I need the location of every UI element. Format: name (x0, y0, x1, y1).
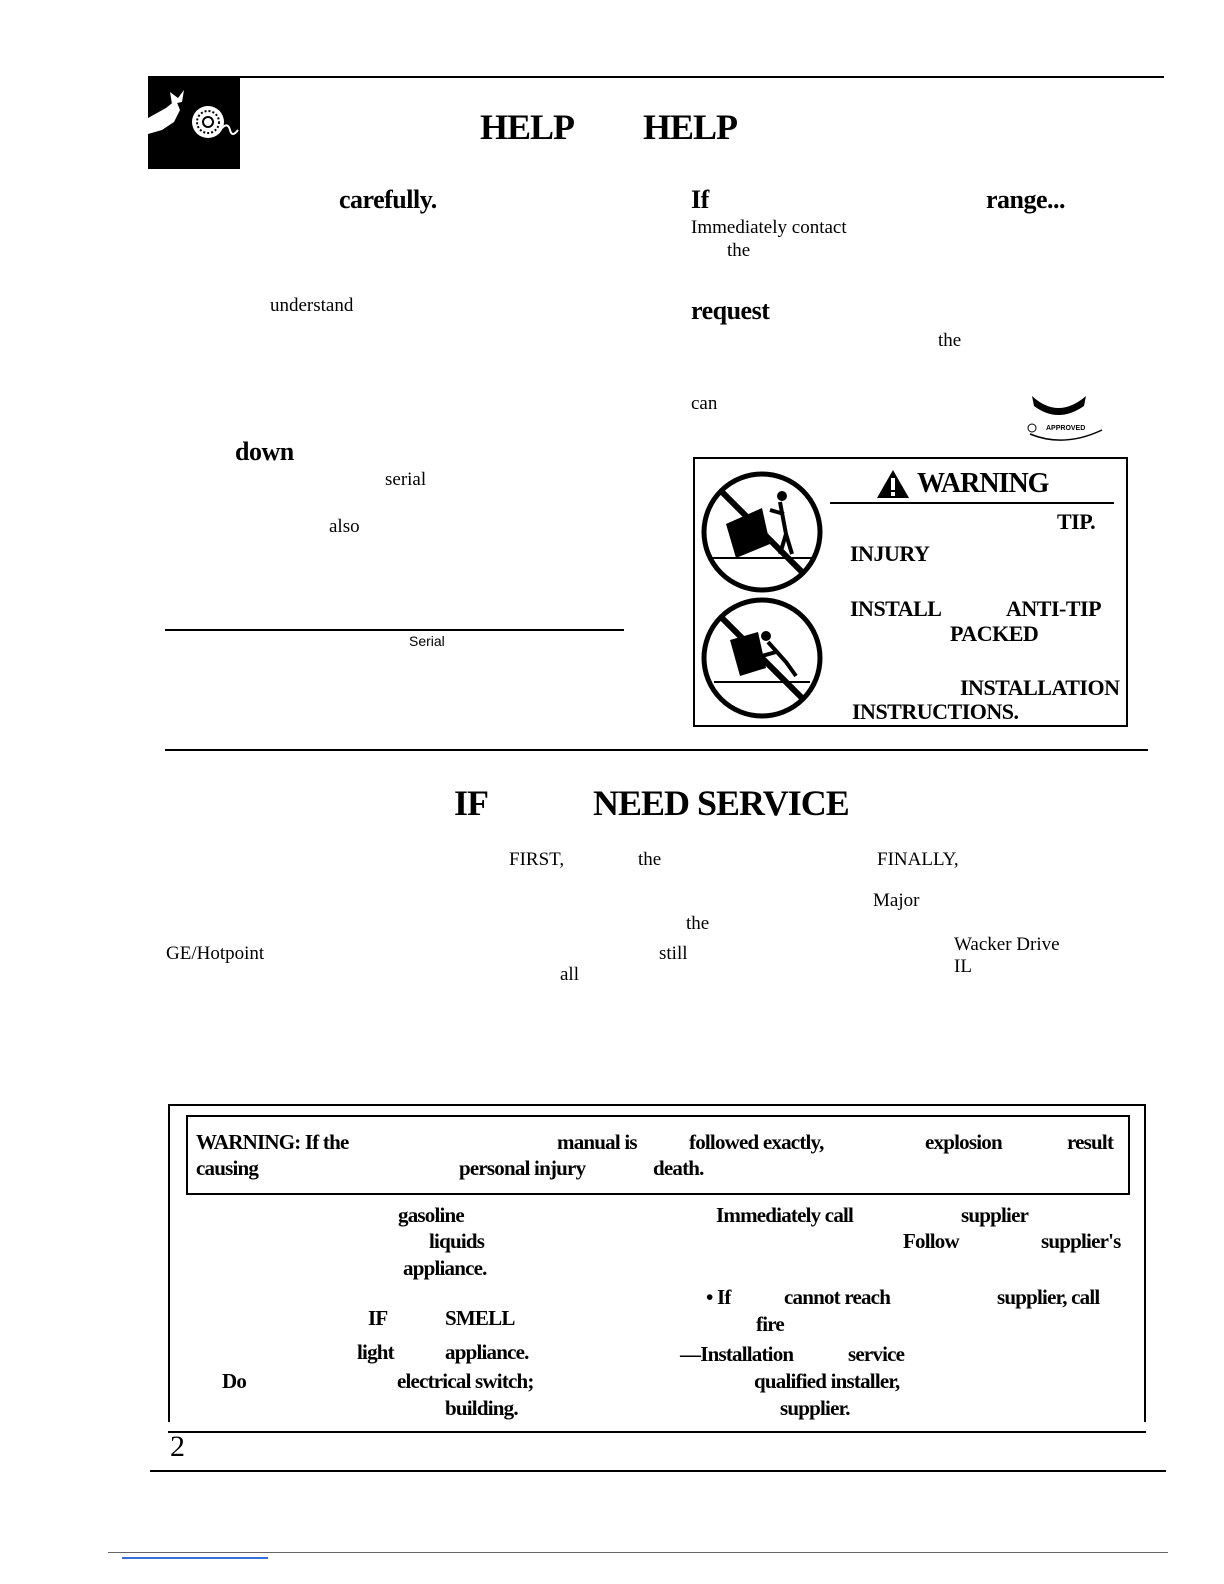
gas-box-top-rule (168, 1104, 1146, 1106)
gas-text-manual-is: manual is (557, 1130, 637, 1154)
gas-text-explosion: explosion (925, 1130, 1002, 1154)
gas-text-if-caps: IF (368, 1306, 388, 1330)
header-icon-box (148, 78, 240, 169)
text-immediately-contact: Immediately contact (691, 217, 847, 238)
gas-box-right-rule (1144, 1104, 1146, 1422)
tip-warning-instructions: INSTRUCTIONS. (852, 699, 1019, 724)
gas-text-liquids: liquids (429, 1229, 485, 1253)
tip-warning-title: WARNING (917, 468, 1049, 499)
gas-text-gasoline: gasoline (398, 1203, 464, 1227)
gas-text-supplier-2: supplier. (780, 1396, 850, 1420)
gas-text-result: result (1067, 1130, 1114, 1154)
gas-text-appliance-2: appliance. (445, 1340, 529, 1364)
bottom-edge-rule (108, 1552, 1168, 1553)
tip-warning-install: INSTALL (850, 596, 942, 621)
text-can: can (691, 393, 718, 414)
gas-text-smell: SMELL (445, 1306, 515, 1330)
no-tip-over-icon-top (700, 470, 824, 594)
gas-text-do: Do (222, 1369, 247, 1393)
text-also: also (329, 516, 360, 537)
gas-text-immediately-call: Immediately call (716, 1203, 854, 1227)
heading-carefully: carefully. (339, 185, 437, 214)
gas-text-follow: Follow (903, 1229, 959, 1253)
tip-warning-title-rule (830, 502, 1114, 504)
gas-box-left-rule (168, 1104, 170, 1422)
serial-number-line (165, 629, 624, 631)
gas-text-electrical-switch: electrical switch; (397, 1369, 534, 1393)
tip-warning-packed: PACKED (950, 621, 1039, 646)
gas-warning-header-box (186, 1115, 1130, 1195)
text-the-2: the (938, 330, 962, 351)
approved-logo-text: APPROVED (1046, 425, 1086, 432)
gas-text-causing: causing (196, 1156, 259, 1180)
gas-text-supplier-call: supplier, call (997, 1285, 1100, 1309)
service-text-finally: FINALLY, (877, 849, 959, 870)
no-tip-over-icon-bottom (700, 596, 824, 720)
service-text-ge-hotpoint: GE/Hotpoint (166, 943, 265, 964)
gas-box-bottom-rule (168, 1431, 1146, 1433)
gas-text-service: service (848, 1342, 905, 1366)
page-number: 2 (170, 1430, 185, 1463)
tip-warning-tip: TIP. (1057, 509, 1096, 534)
gas-text-warning-if-the: WARNING: If the (196, 1130, 349, 1154)
header-title-help-2: HELP (643, 107, 738, 147)
service-text-still: still (659, 943, 688, 964)
cooktop-burner-icon (148, 78, 240, 169)
service-heading-if: IF (454, 783, 488, 823)
bottom-link-underline (122, 1557, 268, 1559)
gas-text-suppliers: supplier's (1041, 1229, 1121, 1253)
gas-text-personal-injury: personal injury (459, 1156, 586, 1180)
service-text-major: Major (873, 890, 920, 911)
tip-warning-injury: INJURY (850, 541, 930, 566)
service-section-rule (165, 749, 1148, 751)
service-text-the-2: the (686, 913, 710, 934)
gas-text-fire: fire (756, 1312, 784, 1336)
gas-text-building: building. (445, 1396, 518, 1420)
text-the-1: the (727, 240, 751, 261)
text-serial: serial (385, 469, 427, 490)
heading-down: down (235, 437, 294, 466)
aga-approved-logo (1024, 394, 1104, 444)
gas-text-appliance-1: appliance. (403, 1256, 487, 1280)
gas-text-death: death. (653, 1156, 704, 1180)
service-heading-need-service: NEED SERVICE (593, 783, 849, 823)
gas-text-installation: —Installation (680, 1342, 794, 1366)
warning-triangle-icon (876, 469, 910, 499)
tip-warning-installation: INSTALLATION (960, 675, 1120, 700)
gas-text-light: light (357, 1340, 394, 1364)
gas-text-qualified-installer: qualified installer, (754, 1369, 900, 1393)
service-text-wacker-drive: Wacker Drive (954, 934, 1060, 955)
header-title-help-1: HELP (480, 107, 575, 147)
heading-range: range... (986, 185, 1066, 214)
text-understand: understand (270, 295, 354, 316)
tip-warning-anti-tip: ANTI-TIP (1006, 596, 1102, 621)
gas-text-cannot-reach: cannot reach (784, 1285, 891, 1309)
service-text-the-1: the (638, 849, 662, 870)
footer-rule (150, 1470, 1166, 1472)
service-text-first: FIRST, (509, 849, 565, 870)
heading-if: If (691, 185, 709, 214)
service-text-il: IL (954, 956, 972, 977)
service-text-all: all (560, 964, 579, 985)
gas-text-supplier-1: supplier (961, 1203, 1029, 1227)
gas-text-followed-exactly: followed exactly, (689, 1130, 824, 1154)
heading-request: request (691, 296, 770, 325)
header-top-rule (148, 76, 1164, 78)
serial-label: Serial (409, 633, 445, 649)
gas-text-bullet-if: • If (706, 1285, 731, 1309)
